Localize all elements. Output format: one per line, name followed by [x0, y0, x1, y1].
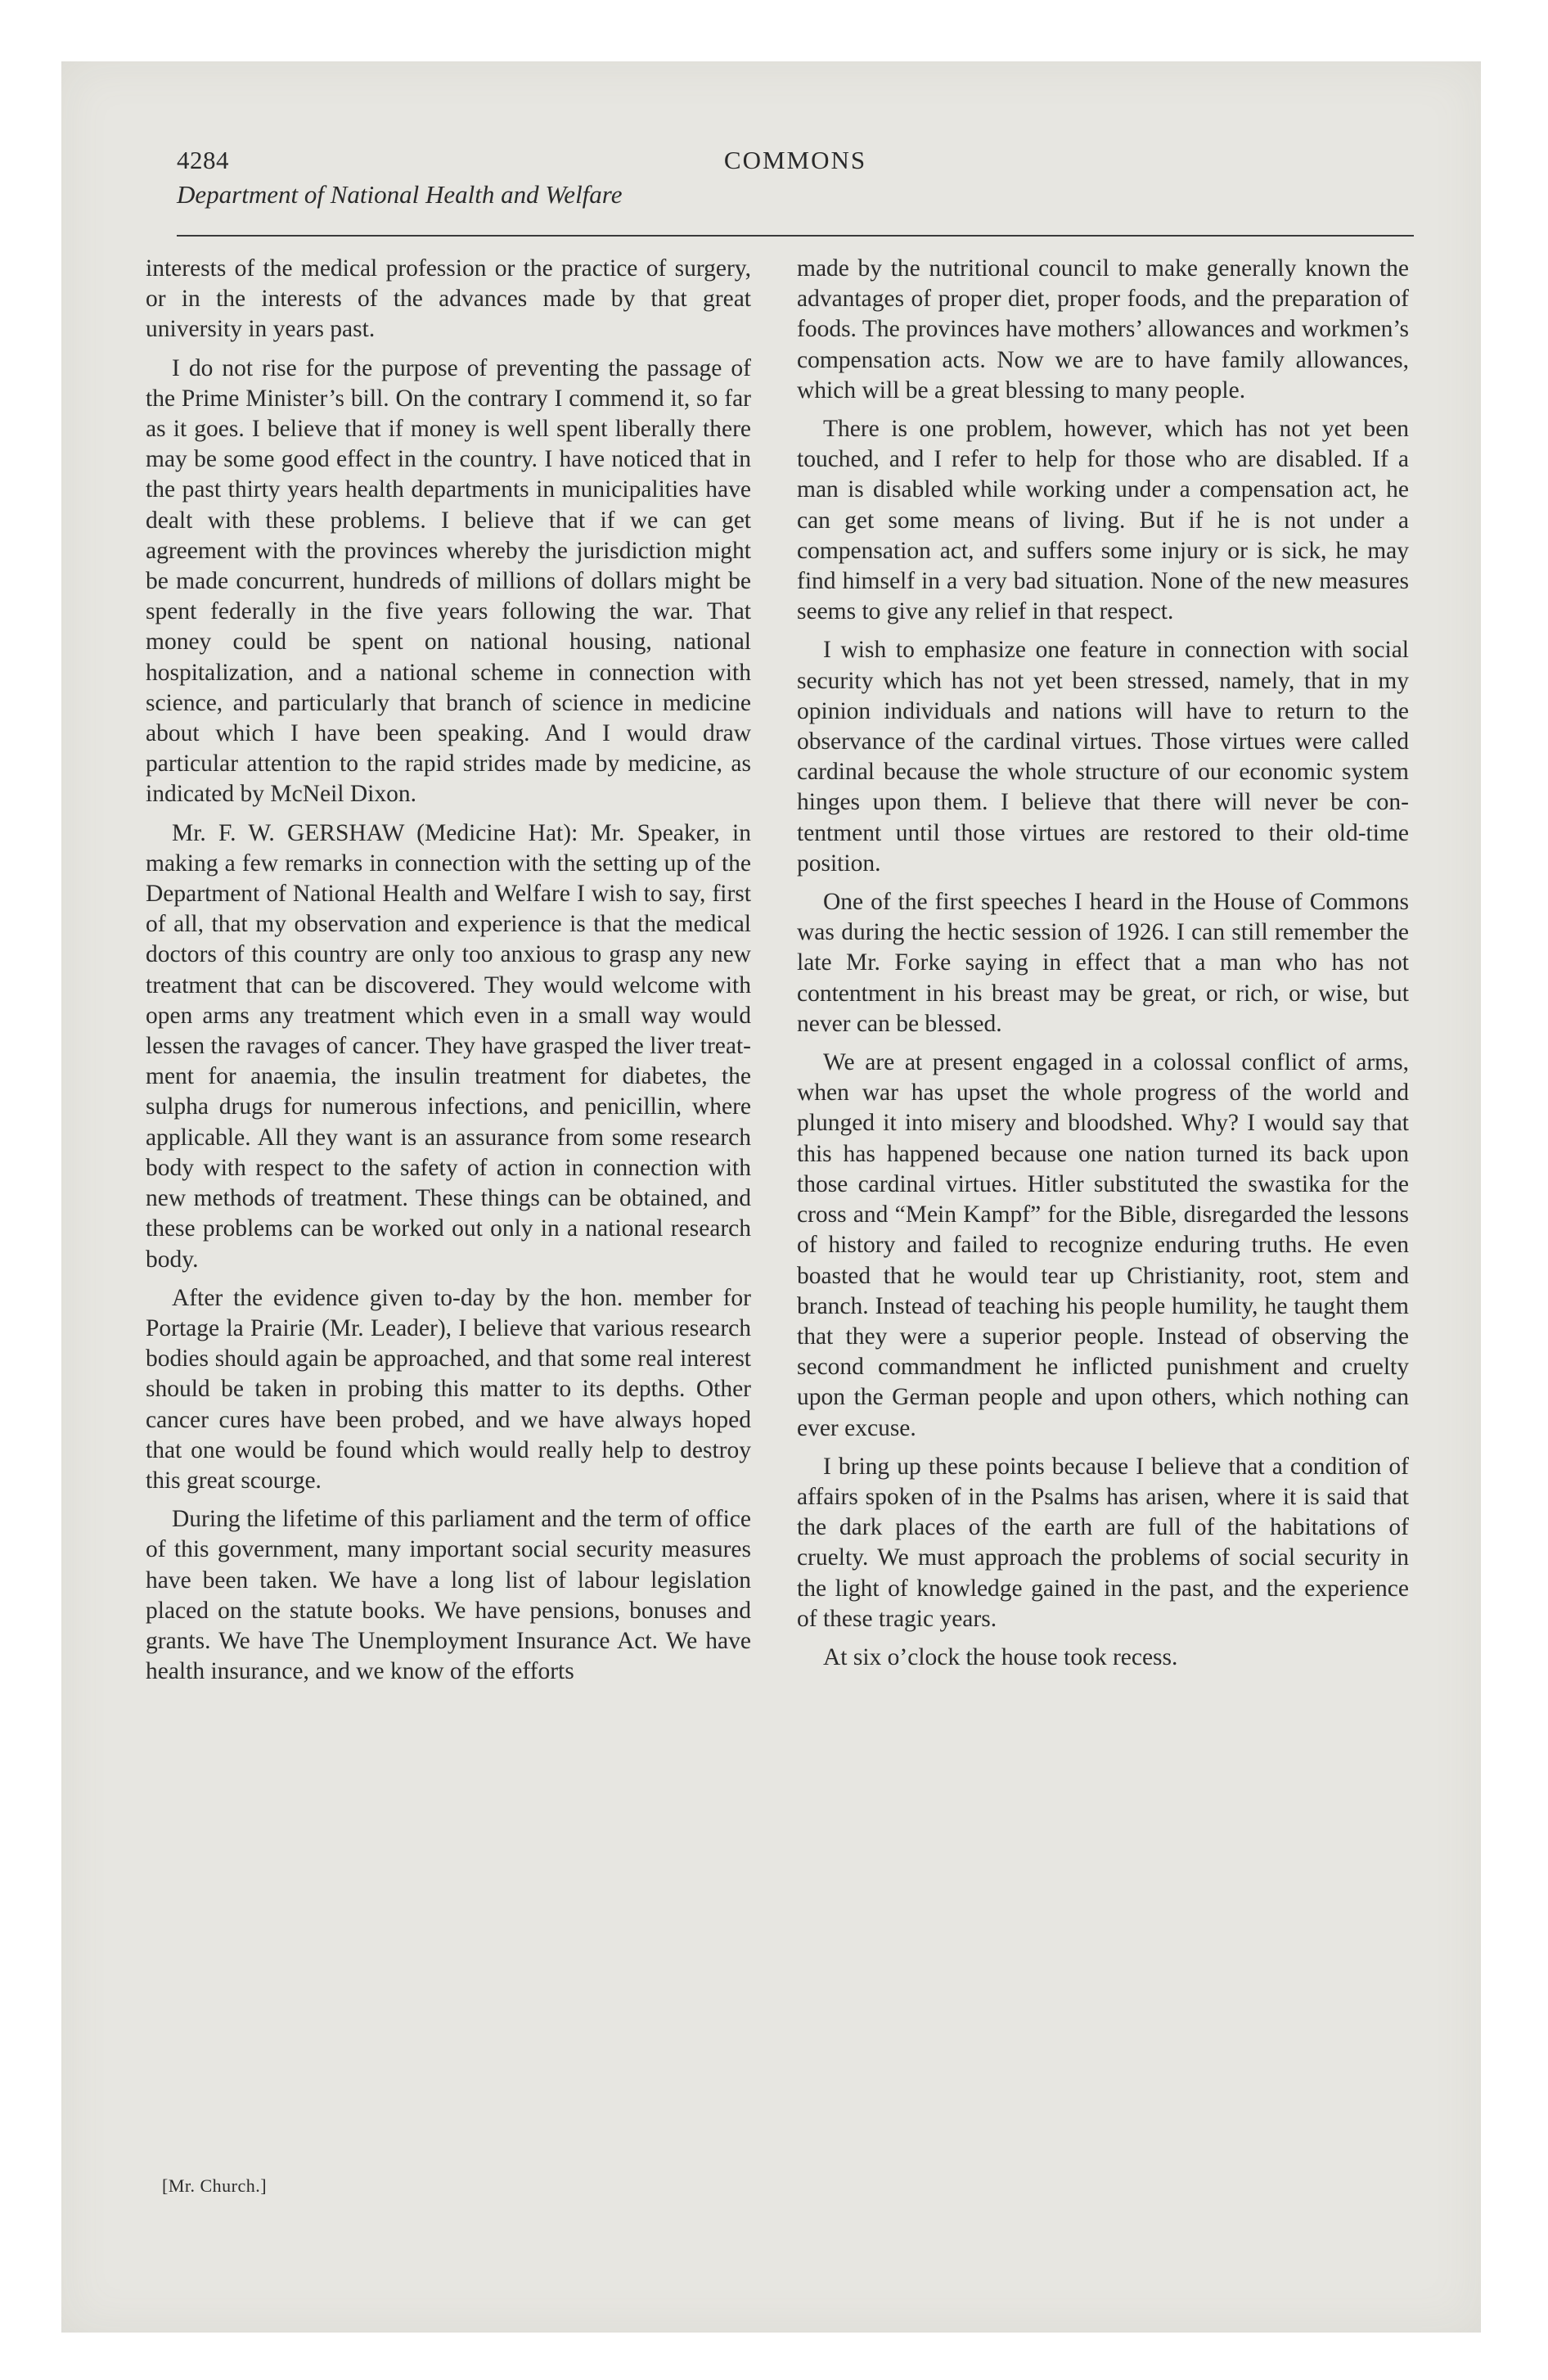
paragraph: I do not rise for the purpose of preventing the passage of the Prime Minister’s bill. On the contrary I commend it, so far as it goes. I believe that if money is well spent liberally there may be some good effect in the country. I have noticed that in the past thirty years health departments in municipalities have dealt with these problems. I believe that if we can get agreement with the provinces whereby the jurisdiction might be made concurrent, hundreds of millions of dollars might be spent federally in the five years following the war. That money could be spent on national housing, national hospitalization, and a national scheme in connection with science, and particularly that branch of science in medicine about which I have been speaking. And I would draw particular attention to the rapid strides made by medicine, as indicated by McNeil Dixon. — [146, 354, 751, 808]
paragraph: made by the nutritional council to make generally known the advantages of proper diet, proper foods, and the preparation of foods. The provinces have mothers’ allowances and workmen’s compensation acts. Now we are to have family allowances, which will be a great blessing to many people. — [797, 255, 1409, 403]
speaker-label: Mr. F. W. GERSHAW (Medicine Hat): — [172, 819, 578, 846]
footer-attribution: [Mr. Church.] — [162, 2175, 268, 2196]
paragraph: I wish to emphasize one feature in connection with social security which has not yet been stressed, namely, that in my opinion individuals and nations will have to return to the observance of the cardinal virtues. Those virtues were called cardinal because the whole structure of our economic system hinges upon them. I believe that there will never be contentment until those virtues are restored to their old-time position. — [797, 637, 1409, 877]
right-column — [797, 254, 1409, 1681]
running-head: Department of National Health and Welfare — [177, 180, 623, 209]
paragraph: I bring up these points because I believe that a condition of affairs spoken of in the Psalms has arisen, where it is said that the dark places of the earth are full of the habitations of cruelty. We must approach the problems of social security in the light of knowledge gained in the past, and the experience of these tragic years. — [797, 1453, 1409, 1632]
speaker-paragraph — [146, 818, 751, 1275]
paragraph: interests of the medical profession or the practice of surgery, or in the interests of the advances made by that great university in years past. — [146, 255, 751, 343]
page-number: 4284 — [177, 146, 229, 174]
paragraph: We are at present engaged in a colossal conflict of arms, when war has upset the whole progress of the world and plunged it into misery and bloodshed. Why? I would say that this has happened because one nation turned its back upon those cardinal virtues. Hitler substituted the swastika for the cross and “Mein Kampf” for the Bible, disregarded the lessons of history and failed to recognize enduring truths. He even boasted that he would tear up Christianity, root, stem and branch. Instead of teaching his people humility, he taught them that they were a superior people. Instead of observing the second commandment he inflicted punishment and cruelty upon the German people and upon others, which nothing can ever excuse. — [797, 1049, 1409, 1441]
recess-note: At six o’clock the house took recess. — [823, 1643, 1178, 1670]
paragraph: During the lifetime of this parliament and the term of office of this government, many important social security measures have been taken. We have a long list of labour legislation placed on the statute books. We have pensions, bonuses and grants. We have The Unemployment Insurance Act. We have health insurance, and we know of the efforts — [146, 1506, 751, 1685]
left-column — [146, 254, 751, 1695]
paragraph: After the evidence given to-day by the hon. member for Portage la Prairie (Mr. Leader), I believe that various research bodies should again be approached, and that some real interest should be taken in probing this matter to its depths. Other cancer cures have been probed, and we have always hoped that one would be found which would really help to destroy this great scourge. — [146, 1284, 751, 1494]
paragraph: One of the first speeches I heard in the House of Commons was during the hectic session of 1926. I can still remember the late Mr. Forke saying in effect that a man who has not contentment in his breast may be great, or rich, or wise, but never can be blessed. — [797, 889, 1409, 1037]
page-header — [177, 146, 1414, 228]
chamber-title: COMMONS — [723, 146, 867, 174]
paragraph: There is one problem, however, which has not yet been touched, and I refer to help for those who are disabled. If a man is disabled while working under a compensation act, he can get some means of living. But if he is not under a compensation act, and suffers some injury or is sick, he may find himself in a very bad situation. None of the new measures seems to give any relief in that respect. — [797, 416, 1409, 625]
speech-text: Mr. Speaker, in making a few remarks in connection with the setting up of the Department of National Health and Welfare I wish to say, first of all, that my observation and experience is that the medical doctors of this country are only too anxious to grasp any new treatment that can be discovered. They would welcome with open arms any treatment which even in a small way would lessen the ravages of cancer. They have grasped the liver treatment for anaemia, the insulin treatment for diabetes, the sulpha drugs for numerous infections, and penicillin, where applicable. All they want is an assurance from some research body with respect to the safety of action in connection with new methods of treatment. These things can be obtained, and these problems can be worked out only in a national research body. — [146, 819, 752, 1273]
header-rule — [177, 235, 1414, 237]
